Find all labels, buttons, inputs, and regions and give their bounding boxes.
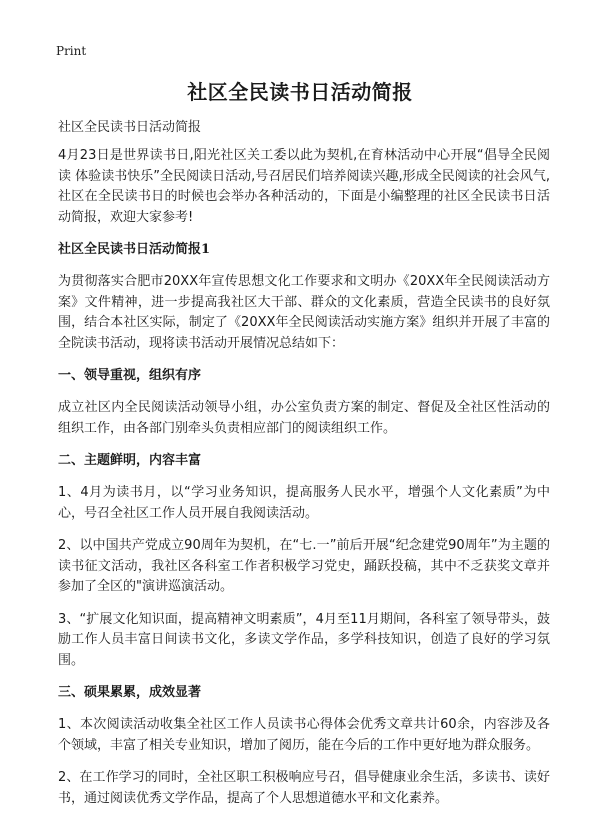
print-link[interactable]: Print (56, 44, 87, 58)
section-2-paragraph-3: 3、“扩展文化知识面，提高精神文明素质”，4月至11月期间，各科室了领导带头，鼓励工作人员丰富日间读书文化，多读文学作品，多学科技知识，创造了良好的学习氛围。 (58, 611, 550, 668)
section-heading-2: 二、主题鲜明，内容丰富 (58, 453, 202, 468)
section-1-paragraph-1: 成立社区内全民阅读活动领导小组，办公室负责方案的制定、督促及全社区性活动的组织工作，由各部门别牵头负责相应部门的阅读组织工作。 (58, 400, 550, 436)
section-heading-3: 三、硕果累累，成效显著 (58, 685, 202, 700)
section-2-paragraph-1: 1、4月为读书月，以“学习业务知识，提高服务人民水平，增强个人文化素质”为中心，号召全社区工作人员开展自我阅读活动。 (58, 485, 550, 521)
section-heading-1: 一、领导重视，组织有序 (58, 368, 202, 383)
document-body (58, 118, 550, 821)
document-subtitle: 社区全民读书日活动简报 (58, 120, 202, 135)
intro-paragraph: 4月23日是世界读书日,阳光社区关工委以此为契机,在育林活动中心开展“倡导全民阅读 体验读书快乐”全民阅读日活动,号召居民们培养阅读兴趣,形成全民阅读的社会风气,社区在全民读书日的时候也会举办各种活动的，下面是小编整理的社区全民读书日活动简报，欢迎大家参考! (58, 148, 550, 225)
report-heading: 社区全民读书日活动简报1 (58, 242, 211, 257)
section-3-paragraph-1: 1、本次阅读活动收集全社区工作人员读书心得体会优秀文章共计60余，内容涉及各个领域，丰富了相关专业知识，增加了阅历，能在今后的工作中更好地为群众服务。 (58, 717, 550, 753)
section-3-paragraph-2: 2、在工作学习的同时，全社区职工积极响应号召，倡导健康业余生活，多读书、读好书，通过阅读优秀文学作品，提高了个人思想道德水平和文化素养。 (58, 770, 550, 806)
document-title: 社区全民读书日活动简报 (187, 80, 413, 104)
section-2-paragraph-2: 2、以中国共产党成立90周年为契机，在“七.一”前后开展“纪念建党90周年”为主题的读书征文活动，我社区各科室工作者积极学习党史，踊跃投稿，其中不乏获奖文章并参加了全区的"演讲巡演活动。 (58, 538, 550, 594)
report-intro-paragraph: 为贯彻落实合肥市20XX年宣传思想文化工作要求和文明办《20XX年全民阅读活动方案》文件精神，进一步提高我社区大干部、群众的文化素质，营造全民读书的良好氛围，结合本社区实际，制定了《20XX年全民阅读活动实施方案》组织并开展了丰富的全院读书活动，现将读书活动开展情况总结如下： (58, 274, 550, 351)
